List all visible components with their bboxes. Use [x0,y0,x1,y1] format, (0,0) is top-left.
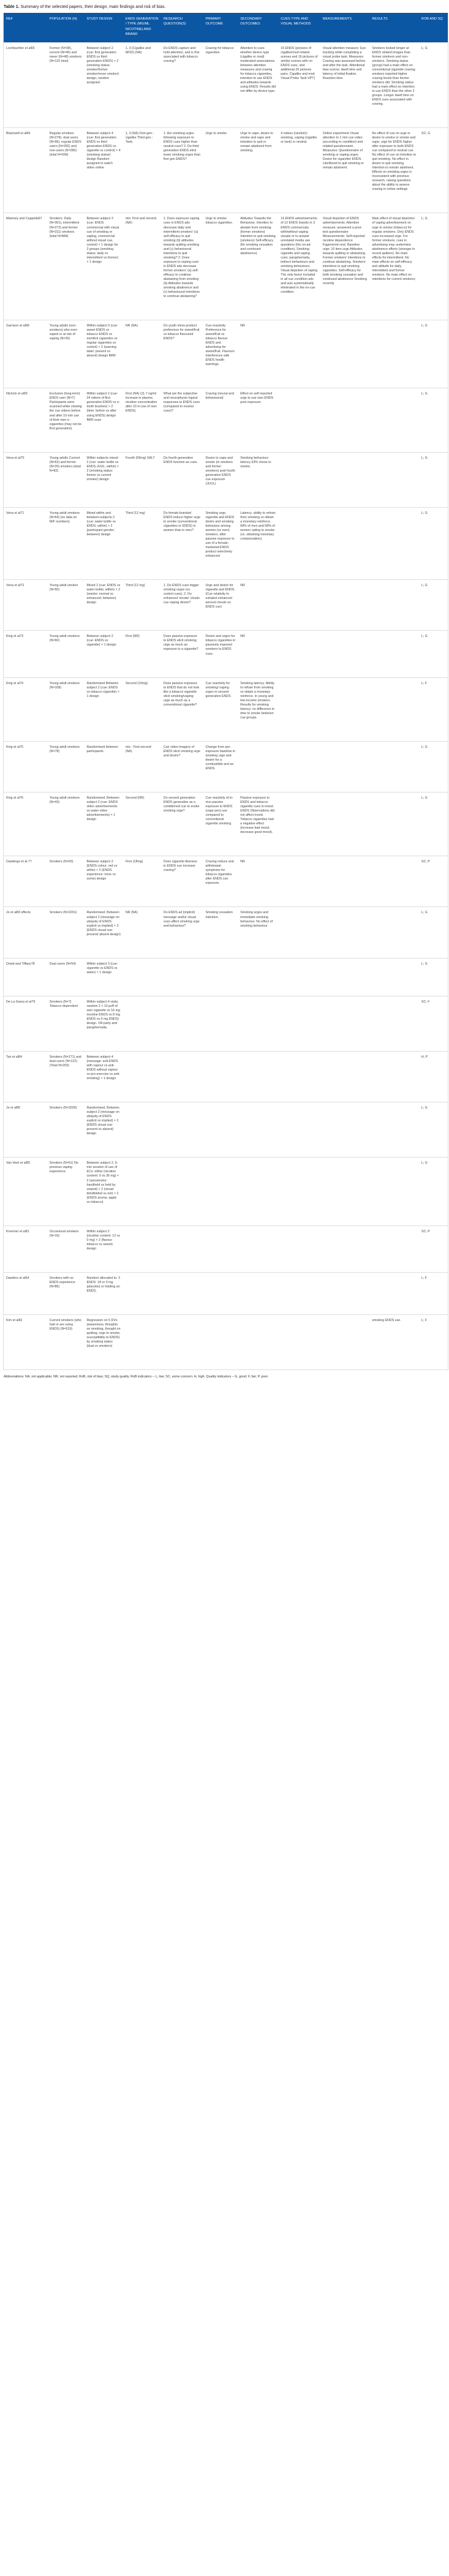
ref-cell: Van Heel et al80 [4,1158,47,1226]
ref-cell: King et al75 [4,741,47,792]
table-cell [320,1272,370,1314]
table-caption [0,0,449,13]
table-cell: Young adult smokers (N=43) [47,793,85,856]
table-cell: Second (NR) [123,793,161,856]
table-cell: Visual attention measure: Eye tracking while completing a visual probe task. Measures: Craving was assessed before and after the task. Attentional bias scores: dwell time and latency of initial fixation. Reaction time. [320,42,370,127]
table-cell: Smoking cessation intention. [203,907,238,958]
table-cell: Between subject 4 (cue: first generation ENDS vs third generation ENDS vs cigarette vs control) × 4 (smoking status) design Random assigned to watch video online [84,128,123,213]
table-cell: NR (NA) [123,907,161,958]
table-cell: Within subject 2 (nicotine content: 12 vs 0 mg) × 2 (flavour tobacco vs sweet) design [84,1226,123,1272]
table-row [4,1102,448,1158]
rob-cell: L; G [419,42,448,127]
table-cell [278,793,320,856]
column-header: STUDY DESIGN [84,13,123,42]
table-cell [161,1158,203,1226]
rob-cell: L; G [419,958,448,996]
table-cell [161,996,203,1051]
table-cell [278,958,320,996]
table-cell: Latency: ability to refrain from smoking vs obtain a monetary reinforce. 68% of men and 58% of women opting to smoke (vs. obtaining monetary compensation). [238,507,278,579]
rob-cell: L; G [419,320,448,388]
table-row [4,388,448,452]
table-cell: Smokers (N=7) Tobacco dependent [47,996,85,1051]
table-cell [238,1158,278,1226]
rob-cell: SC; P [419,856,448,907]
table-row [4,856,448,907]
ref-cell: King et al73 [4,631,47,677]
table-cell [320,741,370,792]
table-cell: Young adult smoker (N=50) [47,580,85,631]
table-cell [238,1226,278,1272]
table-cell [278,507,320,579]
table-cell [203,1226,238,1272]
table-cell: Urge to smoke [203,128,238,213]
table-cell [161,1226,203,1272]
table-cell [320,1158,370,1226]
table-cell [320,507,370,579]
table-cell [369,631,419,677]
table-cell [369,958,419,996]
table-cell: Effect on self-reported urge to use own ENDS post exposure. [238,388,278,452]
table-cell: Does passive exposure to ENDS elicit smoking urge as much as exposure to a cigarette? [161,631,203,677]
table-cell [161,1272,203,1314]
table-cell [320,856,370,907]
table-cell: Randomised. Between subject 2 (cue: ENDS video advertisements vs water video advertisements) × 1 design [84,793,123,856]
table-cell: Smokers (N=3293) [47,1102,85,1158]
table-cell [278,741,320,792]
table-row [4,452,448,507]
table-cell: Between subject 2 (ENDS colour: red vs white) × 2 (ENDS experience: none vs some) design [84,856,123,907]
table-cell: Smoking urges and immediate smoking behaviour. No effect of smoking behaviour [238,907,278,958]
table-row [4,907,448,958]
table-cell: Young adult smokers (N=60) [47,631,85,677]
table-cell: Does cigarette-likeness in ENDS cue increase craving? [161,856,203,907]
column-header: ROB AND SQ [419,13,448,42]
table-cell: 4 videos (random): smoking, vaping (cigalike or tank) or neutral. [278,128,320,213]
ref-cell: Vena et al71 [4,507,47,579]
table-cell [369,580,419,631]
table-cell: Within subject 3 (cue: cigarette vs ENDS vs water) × 1 design [84,958,123,996]
ref-cell: Vena et al70 [4,452,47,507]
table-cell [320,580,370,631]
table-cell [320,677,370,741]
table-cell: mix : First-second (NA) [123,741,161,792]
summary-table [3,13,448,1370]
rob-cell: SC; G [419,128,448,213]
table-cell [123,1102,161,1158]
table-cell: NR [238,320,278,388]
table-cell: Urge to smoke tobacco cigarettes. [203,213,238,320]
table-cell: What are the subjective and neurophysio logical responses to ENDS cues (compared to neutral cues)? [161,388,203,452]
column-header: RESULTS [369,13,419,42]
table-cell [161,1051,203,1102]
table-cell: 16 ENDS (pictures of cigalike/mod related scenes and 16 pictures of similar scenes with no ENDS cues, and additional 26 pictures pairs. Cigalike and mod Visual Probe Task-VPT) [278,42,320,127]
ref-cell: King et al74 [4,677,47,741]
table-cell: Former (N=38), current (N=46) and never (N=48) smokers (N=132 total) [47,42,85,127]
table-cell [278,1314,320,1369]
table-cell: Main effect of visual depiction of vaping advertisement on urge to smoke (tobacco) for regular smokers. Only ENDS cues increased urge. For former smokers, cues in advertising may undermine abstinence efforts (stronger in recent quitters). No main effects for intermittent. No main effects on self-efficacy and attitude for daily, intermittent and former smokers. No main effect on intentions for current smokers; [369,213,419,320]
table-cell [238,1314,278,1369]
table-cell: Randomised. Between subject 2 (message on ubiquity of ENDS: explicit vs implied) × 2 (ENDS visual cue: present vs absent) design [84,1102,123,1158]
ref-cell: Garrison et al68 [4,320,47,388]
table-cell [123,1314,161,1369]
table-cell: NR (NA) [123,320,161,388]
table-row [4,741,448,792]
table-cell [278,1226,320,1272]
table-cell: Smokers (N=171) and dual users (N=122) (Total N=293) [47,1051,85,1102]
table-cell: Randomised Between subject 2 (cue: ENDS vs tobacco cigarette) × 1 design [84,677,123,741]
table-cell: Craving reduce and withdrawal symptoms for tobacco cigarettes after ENDS cue exposure. [203,856,238,907]
table-caption-text: Summary of the selected papers, their design, main findings and risk of bias. [20,5,166,9]
table-cell [320,1051,370,1102]
table-cell: Cue reactivity for smoking/ vaping urges to second generation ENDS [203,677,238,741]
table-cell [238,741,278,792]
table-cell: Mixed within and between-subjects 2 (cue: water bottle vs ENDS; within) × 2 (participant gender; between) design [84,507,123,579]
table-cell [278,388,320,452]
table-cell: Do second generation ENDS generalise as a conditioned cue to evoke smoking urge? [161,793,203,856]
table-cell [203,1158,238,1226]
column-header: REF [4,13,47,42]
table-cell: Between subject 2 (cue: ENDS vs cigarette) × 1 design [84,631,123,677]
table-header [4,13,448,42]
table-row [4,1051,448,1102]
rob-cell: SC; F [419,996,448,1051]
table-cell: Fourth (59mg) SALT [123,452,161,507]
ref-cell: Jo et al83 effects [4,907,47,958]
table-cell [278,580,320,631]
table-cell: Desire and urges for tobacco cigarettes in passively exposed smokers to ENDS cues. [203,631,238,677]
table-cell: Between subject 3 (cue: ENDS commercial with visual cue of smoking or vaping, commercial without visual cue, control) × 1 design for 3 groups (smoking status: daily vs intermittent vs former) × 1 design [84,213,123,320]
table-cell [369,677,419,741]
table-body [4,42,448,1370]
table-cell [203,1272,238,1314]
ref-cell: Jo et al85 [4,1102,47,1158]
table-cell: Smokers (N=2201) [47,907,85,958]
table-row [4,1158,448,1226]
table-cell: Within subject 4 visits, random 2 × 10 puff of own cigarette vs 16 mg nicotine ENDS vs 8 mg ENDS vs 0 mg ENDS) design. VR-party and paraphernalia. [84,996,123,1051]
table-cell [278,1272,320,1314]
table-cell [278,907,320,958]
table-cell: Regular smokers (N=278), dual users (N=96), regular ENDS users (N=282) and non-users (N=280) (total N=936) [47,128,85,213]
table-cell: Between subject 2, 5-min session of use of ECs: either (nicotine content: 0 vs 36 mg) × 2 (sensimotor: handheld vs held by unipod) × 2 (visual: blindfolded vs not) × 2 (ENDS aroma: apple vs tobacco) [84,1158,123,1226]
ref-cell: Dawkins et al64 [4,1272,47,1314]
table-cell: Between subject 2 (cue: first generation ENDS vs third generation ENDS) × 2 (smoking status: smoker/former smoker/never smoker) design, random assigned. [84,42,123,127]
ref-cell: Tan et al84 [4,1051,47,1102]
table-cell [238,1051,278,1102]
rob-cell: L; G [419,388,448,452]
table-cell: Passive exposure to ENDS and tobacco cigarette cues in mood. ENDS Observations did not affect mood. Tobacco cigarettes had a negative effect (increase bad mood, decrease good mood). [238,793,278,856]
rob-cell: L; G [419,580,448,631]
table-cell: NR [238,580,278,631]
table-cell [369,507,419,579]
table-cell: First (18mg) [123,856,161,907]
table-cell: Mixed 2 (cue: ENDS vs water bottle; within) × 2 (smoke: normal vs enhanced; between) design [84,580,123,631]
table-cell [369,856,419,907]
table-cell [320,907,370,958]
table-cell [369,741,419,792]
table-row [4,996,448,1051]
table-cell: Do female-branded ENDS induce higher urge to smoke (conventional cigarettes or ENDS) in women than in men? [161,507,203,579]
table-cell: Cue-reactivity: Preference for sweet/fruit vs tobacco flavour ENDS and advertising for sweet/fruit. Flavours interference with ENDS health warnings. [203,320,238,388]
table-cell: 1. Do ENDS cues trigger smoking urges (vs. control cues). 2. Do enhanced 'smoke' clouds cue vaping desire? [161,580,203,631]
table-cell: Randomised between participants. [84,741,123,792]
table-cell [320,793,370,856]
table-cell: 1. Are smoking urges following exposure to ENDS cues higher than neutral cues? 2. Do third generation ENDS elicit lower smoking urges than first gen ENDS? [161,128,203,213]
table-cell: Smokers with no ENDS experience (N=86) [47,1272,85,1314]
table-cell [320,452,370,507]
table-cell [369,1226,419,1272]
table-cell: Craving for tobacco cigarettes [203,42,238,127]
table-cell [238,996,278,1051]
table-cell [161,958,203,996]
table-cell: Current smokers (who had or are using ENDS) (N=519) [47,1314,85,1369]
table-cell: Urge to vape, desire to smoke and vape and intention to quit or remain abstinent from smoking. [238,128,278,213]
table-row [4,507,448,579]
table-cell [320,631,370,677]
column-header: POPULATION (N) [47,13,85,42]
table-cell [278,1102,320,1158]
table-cell: Smoking behaviour: latency 63% chose to smoke. [238,452,278,507]
rob-cell: L; G [419,741,448,792]
ref-cell: King et al76 [4,793,47,856]
table-cell [123,1051,161,1102]
table-cell [369,1272,419,1314]
table-cell [278,631,320,677]
table-cell [238,1102,278,1158]
table-cell [320,388,370,452]
table-cell [203,1314,238,1369]
table-row [4,1314,448,1369]
table-cell [203,996,238,1051]
table-cell [123,958,161,996]
table-cell [369,793,419,856]
ref-cell: Nichols et al69 [4,388,47,452]
ref-cell: Vena et al72 [4,580,47,631]
table-cell [320,996,370,1051]
column-header: ENDS GENERATION / TYPE (MG/ML NICOTINE) AND BRAND [123,13,161,42]
table-cell: Attitudes Towards the Behaviour. Intention to abstain from smoking (former smokers) Intention to quit smoking (smokers) Self-efficacy (for smoking cessation and continued abstinence) [238,213,278,320]
table-cell: Third (12 mg) [123,507,161,579]
table-cell [238,958,278,996]
table-row [4,213,448,320]
table-cell: First (NA) (11.7 ng/ml increase in plasma nicotine concentration after 10 m use of own ENDS). [123,388,161,452]
rob-cell: SC; P [419,1226,448,1272]
table-cell: Urge and desire for cigarette and ENDS. (Cue relativity to exhaled enhanced aerosol clouds on ENDS cue) [203,580,238,631]
table-cell: Smoking urge, cigarette and ENDS desire and smoking behaviour among women (vs men) smokers, after passive exposure to use of a female-marketed ENDS product selectively enhanced [203,507,238,579]
table-row [4,1272,448,1314]
table-cell: Smokers (N=61) No previous vaping experience. [47,1158,85,1226]
table-cell [123,1226,161,1272]
table-cell [278,320,320,388]
ref-cell: De La Garza et al79 [4,996,47,1051]
table-cell [203,1051,238,1102]
table-cell [161,1102,203,1158]
table-row [4,793,448,856]
table-cell [369,320,419,388]
rob-cell: L; G [419,1102,448,1158]
table-cell: 1, 3 (Cigalike and MOD) (NA) [123,42,161,127]
table-cell: mix: First and second (NA) [123,213,161,320]
table-cell: Within subject 2 (cue: 24 videos of first generation ENDS vs e-tooth brushes) × 2 (time: before vs after using ENDS) design fMRI scan [84,388,123,452]
table-cell: NR [238,856,278,907]
table-row [4,320,448,388]
table-cell: NR [238,631,278,677]
table-cell: Can video imagery of ENDS elicit smoking urge and desire? [161,741,203,792]
table-cell: Second (10mg) [123,677,161,741]
table-row [4,1226,448,1272]
table-cell: Smoking latency: Ability to refrain from smoking vs obtain a monetary reinforce. In young and low-income smokers. Results for smoking latency: no difference in time to smoke between cue groups. [238,677,278,741]
table-cell [203,1102,238,1158]
table-cell [278,677,320,741]
table-row [4,580,448,631]
column-header: PRIMARY OUTCOME [203,13,238,42]
table-cell [278,1158,320,1226]
table-cell: Does passive exposure to ENDS that do not look like a tobacco cigarette elicit smoking/vaping urge as much as a conventional cigarette? [161,677,203,741]
table-cell: Within subjects mixed 2 (cue: water bottle vs ENDS-JUUL; within) × 2 (smoking status: former vs current smoker) design [84,452,123,507]
table-cell: Within-subject 5 (cue: sweet ENDS vs tobacco ENDS vs menthol cigarettes vs regular cigarettes vs control) × 2 (warning label: present vs absent) design fMRI [84,320,123,388]
table-cell: Attention to cues whether device type (cigalike or mod) moderated associations between attention measures and craving for tobacco cigarettes, intention to use ENDS and attitudes towards using ENDS. Results did not differ by device type. [238,42,278,127]
table-cell [320,1102,370,1158]
table-cell [320,958,370,996]
table-cell [278,996,320,1051]
table-cell: Occasional smokers (N=16) [47,1226,85,1272]
rob-cell: L; F [419,1314,448,1369]
table-cell [369,1051,419,1102]
table-cell: Smokers looked longer at ENDS related images than former smokers and non-smokers. Smoking status (group) had a main effect on conventional cigarette craving: smokers reported higher craving levels than former smokers did. Smoking status had a main effect on intention to use ENDS than the other 2 groups. Longer dwell time on ENDS cues associated with craving. [369,42,419,127]
table-cell: Young adults Current (N=62) and former (N=20) smokers (total N=82) [47,452,85,507]
table-cell [320,1314,370,1369]
table-cell: Do ENDS ad (implicit) message and/or visual cues affect smoking urge and behaviour? [161,907,203,958]
table-cell: Desire to vape and smoke (in smokers and former smokers) post fourth generation ENDS cue exposure (JUUL) [203,452,238,507]
table-cell: Third (12 mg) [123,580,161,631]
table-cell [278,856,320,907]
rob-cell: L; G [419,213,448,320]
table-cell: Online experiment Visual attention to 1 min cue video (according to condition) and related questionnaire. Measures: Questionnaire of smoking or vaping urges. Desire for cigarette/ ENDS. Likelihood to quit smoking or remain abstinent. [320,128,370,213]
table-cell: Exclusive (long-term) ENDS user (N=7) Participants were scanned while viewing the cue videos before and after 10 min use of their own e-cigarettes (may not be first generation) [47,388,85,452]
ref-cell: Maloney and Cappella67 [4,213,47,320]
table-cell: Change from pre-exposure baseline in smoking urge and desire for a combustible and an ENDS. [203,741,238,792]
table-cell: Randomised. Between subject 2 (message on ubiquity of ENDS: explicit vs implied) × 2 (ENDS visual cue: present/ absent design) [84,907,123,958]
column-header: MEASUREMENTS [320,13,370,42]
table-cell: Smokers: Daily (N=301), intermittent (N=272) and former (N=311) smokers (total N=884) [47,213,85,320]
rob-cell: L; G [419,793,448,856]
table-row [4,631,448,677]
table-cell: smoking ENDS use. [369,1314,419,1369]
table-cell: Craving (neural and behavioural) [203,388,238,452]
table-cell [320,1226,370,1272]
table-cell: Regression on 5 DVs (awareness, thoughts on smoking, thought on quitting, urge to smoke, susceptibility to ENDS) by smoking status (dual vs smokers) [84,1314,123,1369]
rob-cell: L; G [419,631,448,677]
table-cell [369,1102,419,1158]
ref-cell: Kim et al82 [4,1314,47,1369]
column-header: RESEARCH QUESTION(S) [161,13,203,42]
table-cell [369,1158,419,1226]
column-header: CUES TYPE AND VISUAL METHODS [278,13,320,42]
ref-cell: Dawkings et al.77 [4,856,47,907]
table-cell: Young adult smokers (N=78) [47,741,85,792]
ref-cell: Lochbuehler et al66 [4,42,47,127]
table-cell: 16 ENDS advertisements of 12 ENDS brands in 3 ENDS commercials with/without vaping visuals or to answer unrelated media use questions (the no-ad condition). Smoking cigarette and vaping cues: paraphernalia, indirect behaviours and smoking behaviours. Visual depiction of vaping The only factor included in all cue condition ads and was systematically eliminated in the no-cue condition. [278,213,320,320]
table-cell [123,996,161,1051]
table-cell: Do youth show product preference for sweet/fruit vs tobacco flavoured ENDS? [161,320,203,388]
table-cell [369,452,419,507]
table-footnote: Abbreviations: NA, not applicable; NR, not reported; RoB, risk of bias; SQ, study quality. RoB indicators – L, low; SC, some concern; H, high. Quality indicators – G, good; F, fair; P, poor. [4,1375,269,1379]
table-cell [369,388,419,452]
rob-cell: H; P [419,1051,448,1102]
table-cell: Dual users (N=54) [47,958,85,996]
table-cell: Young adult smokers (N=64) (no data on M/F numbers) [47,507,85,579]
table-cell: Do ENDS capture and hold attention, and is this associated with tobacco craving? [161,42,203,127]
table-row [4,128,448,213]
rob-cell: L; G [419,1158,448,1226]
ref-cell: Blackwell et al66 [4,128,47,213]
table-cell [161,1314,203,1369]
table-row [4,677,448,741]
table-cell: Smokers (N=63) [47,856,85,907]
table-cell: Between subject 4 (message: anti-ENDS with vapour vs anti-ENDS without vapour vs pro-exercise vs anti-smoking) × 1 design [84,1051,123,1102]
table-cell [238,1272,278,1314]
table-row [4,42,448,127]
table-cell: Random allocated to: 3 ENDS: 18 or 0 mg (placebo) or holding an ENDS; [84,1272,123,1314]
rob-cell: L; G [419,507,448,579]
rob-cell: L; F [419,677,448,741]
table-cell: Cue reactivity of in-vivo passive exposure to ENDS (vape pen) use compared to conventional cigarette smoking. [203,793,238,856]
table-caption-label: Table 1. [4,5,20,9]
table-cell [369,907,419,958]
table-cell [278,452,320,507]
table-cell: First (NR) [123,631,161,677]
table-cell: 1. Does exposure vaping cues in ENDS ads decrease daily and intermittent smokers' (a) self-efficacy to quit smoking (b) attitudes towards quitting smoking and (c) behavioural intentions to quit smoking? 2. Does exposure to vaping cues in ENDS ads decrease former smokers' (a) self-efficacy to continue abstaining from smoking (b) Attitudes towards smoking abstinence and (c) behavioural intentions to continue abstaining? [161,213,203,320]
table-cell [320,320,370,388]
table-cell: No effect of cue on urge or desire to smoke or smoke and vape; urge for ENDS higher after exposure to both ENDS cue compared to neutral cue. No effect of cue on intention to quit smoking. No effect in desire to quit smoking. Intention to remain abstinent. Effects on smoking urges is inconsistent with previous research, raising questions about the ability to assess craving in online settings [369,128,419,213]
table-cell [123,1158,161,1226]
table-cell [278,1051,320,1102]
table-cell: Young adults (non-smokers) who ever-vaped or at risk of vaping (N=26) [47,320,85,388]
rob-cell: L; G [419,907,448,958]
table-cell: Visual depiction of ENDS advertisements. Attention measure: answered a post-test questionnaire Measurements: Self-reported nicotine dependence Fagerstrom test. Baseline urge: 10 item urge Attitudes towards quitting or abstaining. Former smokers' intentions to continue abstaining. Smokers' intentions to quit smoking cigarettes. Self-efficacy for both smoking cessation and continued abstinence Smoking recently. [320,213,370,320]
table-cell [369,996,419,1051]
table-cell: Young adult smokers (N=108) [47,677,85,741]
table-cell [123,1272,161,1314]
table-cell: 1, 3 (NA) First gen.: cigalike Third gen.: Tank. [123,128,161,213]
ref-cell: Kroemer et al81 [4,1226,47,1272]
table-cell: Do fourth generation ENDS function as cues. [161,452,203,507]
table-row [4,958,448,996]
rob-cell: L; G [419,452,448,507]
column-header: SECONDARY OUTCOMES [238,13,278,42]
table-cell [203,958,238,996]
rob-cell: L; F [419,1272,448,1314]
ref-cell: Dowd and Tiffany78 [4,958,47,996]
